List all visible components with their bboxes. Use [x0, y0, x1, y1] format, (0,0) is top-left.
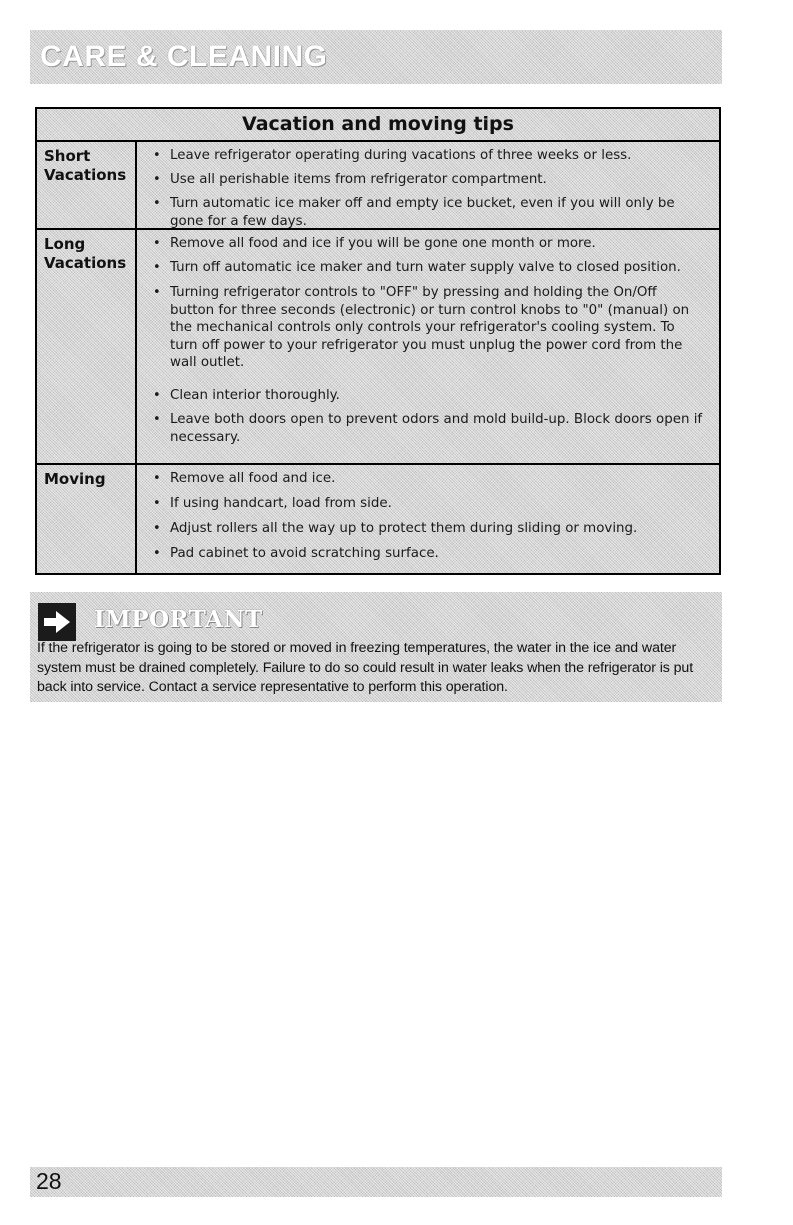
- row-items: [137, 465, 719, 573]
- bullet-icon: •: [153, 546, 161, 561]
- list-item: [153, 235, 705, 253]
- arrow-right-icon: [38, 603, 76, 641]
- list-item: [153, 284, 705, 372]
- tip-text: Remove all food and ice.: [170, 471, 336, 486]
- tip-text: Use all perishable items from refrigerator compartment.: [170, 172, 547, 187]
- bullet-icon: •: [153, 148, 161, 163]
- important-text: If the refrigerator is going to be stored or moved in freezing temperatures, the water in the ice and water system must be drained completely. Failure to do so could result in water leaks when the refrigerator is put back into service. Contact a service representative to perform this operation.: [37, 640, 694, 695]
- row-label: [37, 142, 137, 228]
- vacation-tips-table: [35, 107, 721, 575]
- tip-text: Clean interior thoroughly.: [170, 388, 340, 403]
- row-items: [137, 142, 719, 228]
- bullet-icon: •: [153, 471, 161, 486]
- bullet-icon: •: [153, 196, 161, 211]
- list-item: [153, 147, 705, 165]
- bullet-icon: •: [153, 521, 161, 536]
- tip-text: Adjust rollers all the way up to protect them during sliding or moving.: [170, 521, 638, 536]
- footer-band: [30, 1167, 722, 1197]
- bullet-icon: •: [153, 172, 161, 187]
- row-label: [37, 230, 137, 463]
- table-row-short-vacations: [37, 142, 719, 230]
- row-label-line: Vacations: [44, 166, 127, 184]
- bullet-icon: •: [153, 285, 161, 300]
- list-item: [153, 387, 705, 405]
- list-item: [153, 520, 705, 538]
- tip-text: Turning refrigerator controls to "OFF" by pressing and holding the On/Off button for three seconds (electronic) or turn control knobs to "0" (manual) on the mechanical controls only controls your refrigerator's cooling system. To turn off power to your refrigerator you must unplug the power cord from the wall outlet.: [170, 285, 690, 370]
- bullet-icon: •: [153, 412, 161, 427]
- table-row-long-vacations: [37, 230, 719, 465]
- row-label-line: Vacations: [44, 254, 127, 272]
- tip-text: Leave refrigerator operating during vacations of three weeks or less.: [170, 148, 632, 163]
- table-title: Vacation and moving tips: [37, 109, 719, 142]
- row-label-line: Long: [44, 235, 86, 253]
- list-item: [153, 470, 705, 488]
- page-number: 28: [36, 1168, 62, 1194]
- list-item: [153, 545, 705, 563]
- row-label: [37, 465, 137, 573]
- section-title: CARE & CLEANING: [40, 40, 328, 73]
- list-item: [153, 171, 705, 189]
- tip-text: Turn off automatic ice maker and turn water supply valve to closed position.: [170, 260, 681, 275]
- row-label-line: Short: [44, 147, 91, 165]
- bullet-icon: •: [153, 260, 161, 275]
- list-item: [153, 259, 705, 277]
- row-items: [137, 230, 719, 463]
- list-item: [153, 495, 705, 513]
- row-label-line: Moving: [44, 470, 106, 488]
- tip-text: Remove all food and ice if you will be gone one month or more.: [170, 236, 596, 251]
- table-row-moving: [37, 465, 719, 573]
- list-item: [153, 411, 705, 446]
- important-title: IMPORTANT: [94, 606, 263, 633]
- bullet-icon: •: [153, 236, 161, 251]
- list-item: [153, 195, 705, 230]
- tip-text: If using handcart, load from side.: [170, 496, 392, 511]
- tip-text: Pad cabinet to avoid scratching surface.: [170, 546, 439, 561]
- tip-text: Leave both doors open to prevent odors and mold build-up. Block doors open if necessary.: [170, 412, 703, 445]
- tip-text: Turn automatic ice maker off and empty ice bucket, even if you will only be gone for a few days.: [170, 196, 675, 229]
- bullet-icon: •: [153, 496, 161, 511]
- bullet-icon: •: [153, 388, 161, 403]
